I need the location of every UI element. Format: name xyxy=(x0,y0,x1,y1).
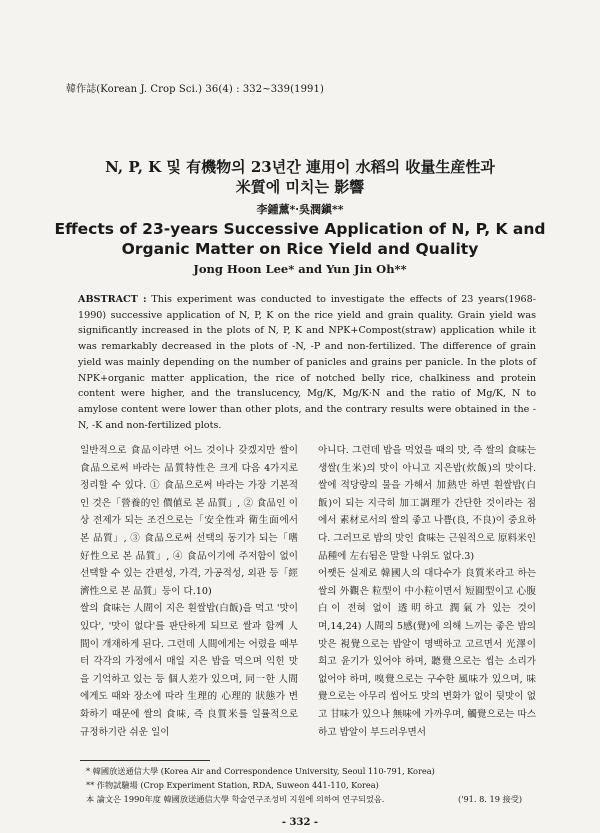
body-paragraph: 쌀의 食味는 人間이 지은 흰쌀밥(白飯)을 먹고 '맛이 있다', '맛이 없다'를 판단하게 되므로 쌀과 함께 人間이 개재하게 된다. 그런데 人間에게는 어렸을 때부터 각각의 가정에서 매일 지은 밥을 먹으며 익힌 맛을 기억하고 있는 등 個人差가 있으며, 同一한 人間에게도 때와 장소에 따라 生理的 心理的 狀態가 변화하기 때문에 쌀의 食味, 즉 良質米를 일률적으로 규정하기란 쉬운 일이 xyxy=(80,603,298,738)
english-title-line-2: Organic Matter on Rice Yield and Quality xyxy=(121,240,479,258)
footnote-divider xyxy=(80,760,210,761)
footnote-funding: 本 論文은 1990年度 韓國放送通信大學 학술연구조성비 지원에 의하여 연구되었음. xyxy=(86,794,385,804)
english-title-line-1: Effects of 23-years Successive Application of N, P, K and xyxy=(54,220,546,238)
english-authors: Jong Hoon Lee* and Yun Jin Oh** xyxy=(193,262,407,276)
abstract-text: This experiment was conducted to investigate the effects of 23 years(1968-1990) successive application of N, P, K on the rice yield and grain quality. Grain yield was significantly increased in the plots of N, P, K and NPK+Compost(straw) application while it was remarkably decreased in the plots of -N, -P and non-fertilized. The difference of grain yield was mainly depending on the number of panicles and grains per panicle. In the plots of NPK+organic matter application, the rice of notched belly rice, chalkiness and protein content were higher, and the translucency, Mg/K, Mg/K·N and the ratio of Mg/K, N to amylose content were lower than other plots, and the contrary results were obtained in the -N, -K and non-fertilized plots. xyxy=(78,294,536,431)
body-column-right xyxy=(318,442,536,741)
footnote-affiliation-2: ** 作物試驗場 (Crop Experiment Station, RDA, Suweon 441-110, Korea) xyxy=(86,780,379,790)
korean-authors: 李鍾薰*·吳潤鎭** xyxy=(256,203,344,216)
footnote-affiliation-1: * 韓國放送通信大學 (Korea Air and Correspondence University, Seoul 110-791, Korea) xyxy=(86,766,435,776)
korean-title-line-1: N, P, K 및 有機物의 23년간 連用이 水稻의 收量生産性과 xyxy=(105,158,495,176)
body-paragraph: 일반적으로 食品이라면 어느 것이나 갖겠지만 쌀이 食品으로써 바라는 品質特性은 크게 다음 4가지로 정리할 수 있다. ① 食品으로써 바라는 가장 기본적인 것은「營養的인 價値로 본 品質」, ② 食品인 이상 전제가 되는 조건으로는「安全性과 衛生面에서 본 品質」, ③ 食品으로써 선택의 동기가 되는「嗜好性으로 본 品質」, ④ 食品이기에 주저함이 없이 선택할 수 있는 간편성, 가격, 가공적성, 외관 등「經濟性으로 본 品質」등이 다.10) xyxy=(80,445,298,597)
abstract-label: ABSTRACT : xyxy=(78,294,147,305)
korean-title-line-2: 米質에 미치는 影響 xyxy=(235,178,365,196)
journal-citation: 韓作誌(Korean J. Crop Sci.) 36(4) : 332~339(1991) xyxy=(66,84,324,95)
body-paragraph: 어쨋든 실제로 韓國人의 대다수가 良質米라고 하는 쌀의 外觀은 粒型이 中小粒이면서 短圓型이고 心腹白이 전혀 없이 透明하고 潤氣가 있는 것이며,14,24) 人間의 5感(覺)에 의해 느끼는 좋은 밥의 맛은 視覺으로는 밥알이 명백하고 고르면서 光澤이 희고 윤기가 있어야 하며, 聽覺으로는 씹는 소리가 없어야 하며, 嗅覺으로는 구수한 風味가 있으며, 味覺으로는 아무리 씹어도 맛의 변화가 없이 뒷맛이 없고 甘味가 있으나 無味에 가까우며, 觸覺으로는 따스하고 밥알이 부드러우면서 xyxy=(318,568,536,738)
received-date: ('91. 8. 19 接受) xyxy=(458,794,523,804)
abstract xyxy=(78,292,536,433)
body-column-left xyxy=(80,442,298,741)
page-number: - 332 - xyxy=(281,817,319,828)
body-paragraph: 아니다. 그런데 밥을 먹었을 때의 맛, 즉 쌀의 食味는 생쌀(生米)의 맛이 아니고 지은밥(炊飯)의 맛이다. 쌀에 적당량의 물을 가해서 加熱만 하면 흰쌀밥(白飯)이 되는 지극히 加工調理가 간단한 것이라는 점에서 素材로서의 쌀의 좋고 나쁨(良, 不良)이 중요하다. 그러므로 밥의 맛인 食味는 근원적으로 原料米인 品種에 左右됨은 말할 나위도 없다.3) xyxy=(318,445,536,562)
